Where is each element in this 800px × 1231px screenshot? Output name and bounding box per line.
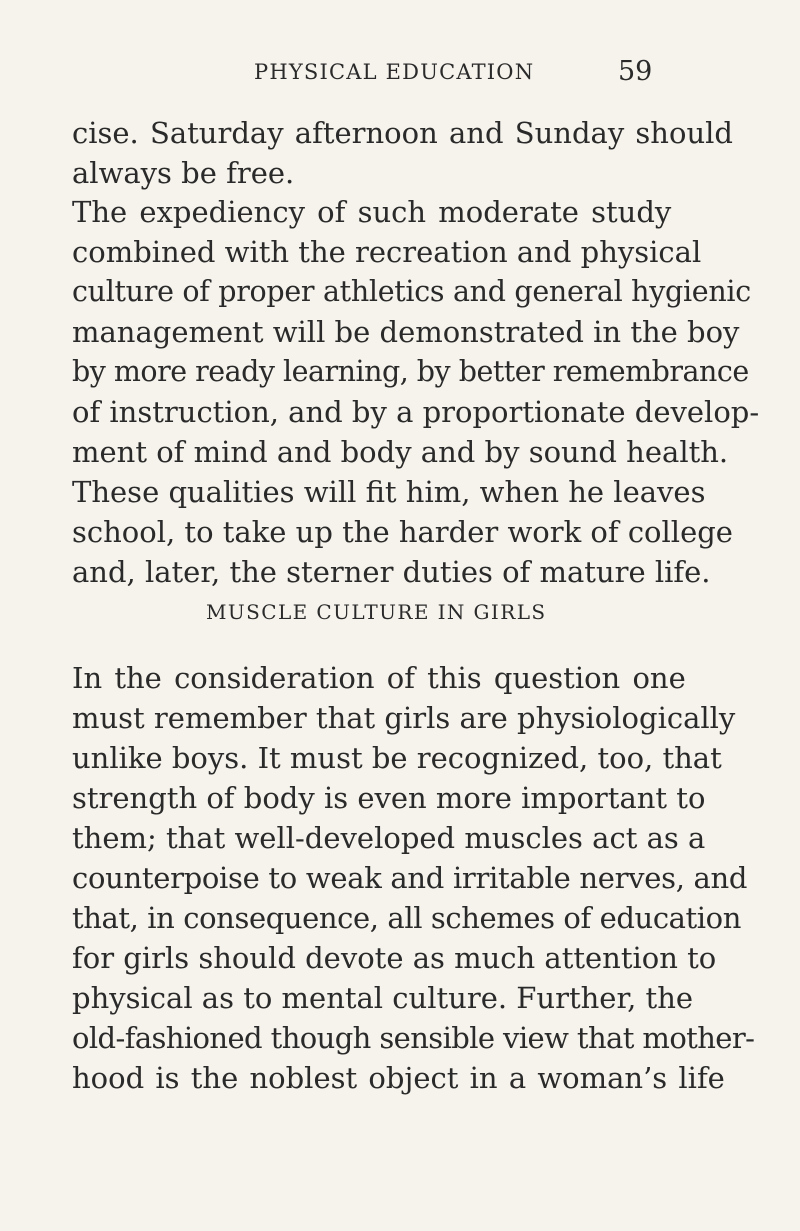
text-line: physical as to mental culture. Further, the	[72, 981, 694, 1015]
text-line: combined with the recreation and physical	[72, 235, 702, 269]
text-line: for girls should devote as much attention to	[72, 941, 717, 975]
text-line: old-fashioned though sensible view that mother-	[72, 1021, 755, 1055]
page-number: 59	[618, 56, 653, 87]
text-line: by more ready learning, by better remembrance	[72, 355, 749, 388]
text-line: hood is the noblest object in a woman’s life	[72, 1061, 725, 1095]
text-line: The expediency of such moderate study	[72, 195, 672, 229]
text-line: them; that well-developed muscles act as a	[72, 821, 706, 855]
text-line: culture of proper athletics and general hygienic	[72, 275, 751, 308]
running-title: PHYSICAL EDUCATION	[254, 60, 535, 84]
text-line: strength of body is even more important to	[72, 781, 706, 815]
text-line: cise. Saturday afternoon and Sunday should	[72, 116, 733, 150]
text-line: must remember that girls are physiologically	[72, 701, 736, 735]
text-line: that, in consequence, all schemes of education	[72, 901, 742, 935]
text-line: counterpoise to weak and irritable nerves, and	[72, 861, 748, 895]
text-line: and, later, the sterner duties of mature life.	[72, 555, 711, 589]
text-line: school, to take up the harder work of college	[72, 515, 733, 549]
text-line: These qualities will fit him, when he leaves	[72, 475, 706, 509]
text-line: ment of mind and body and by sound health.	[72, 435, 729, 469]
section-heading: MUSCLE CULTURE IN GIRLS	[206, 600, 547, 624]
text-line: always be free.	[72, 156, 295, 190]
running-head	[0, 58, 800, 98]
text-line: In the consideration of this question one	[72, 661, 686, 695]
text-line: of instruction, and by a proportionate develop-	[72, 395, 760, 429]
text-line: unlike boys. It must be recognized, too, that	[72, 741, 722, 775]
text-line: management will be demonstrated in the boy	[72, 315, 740, 349]
